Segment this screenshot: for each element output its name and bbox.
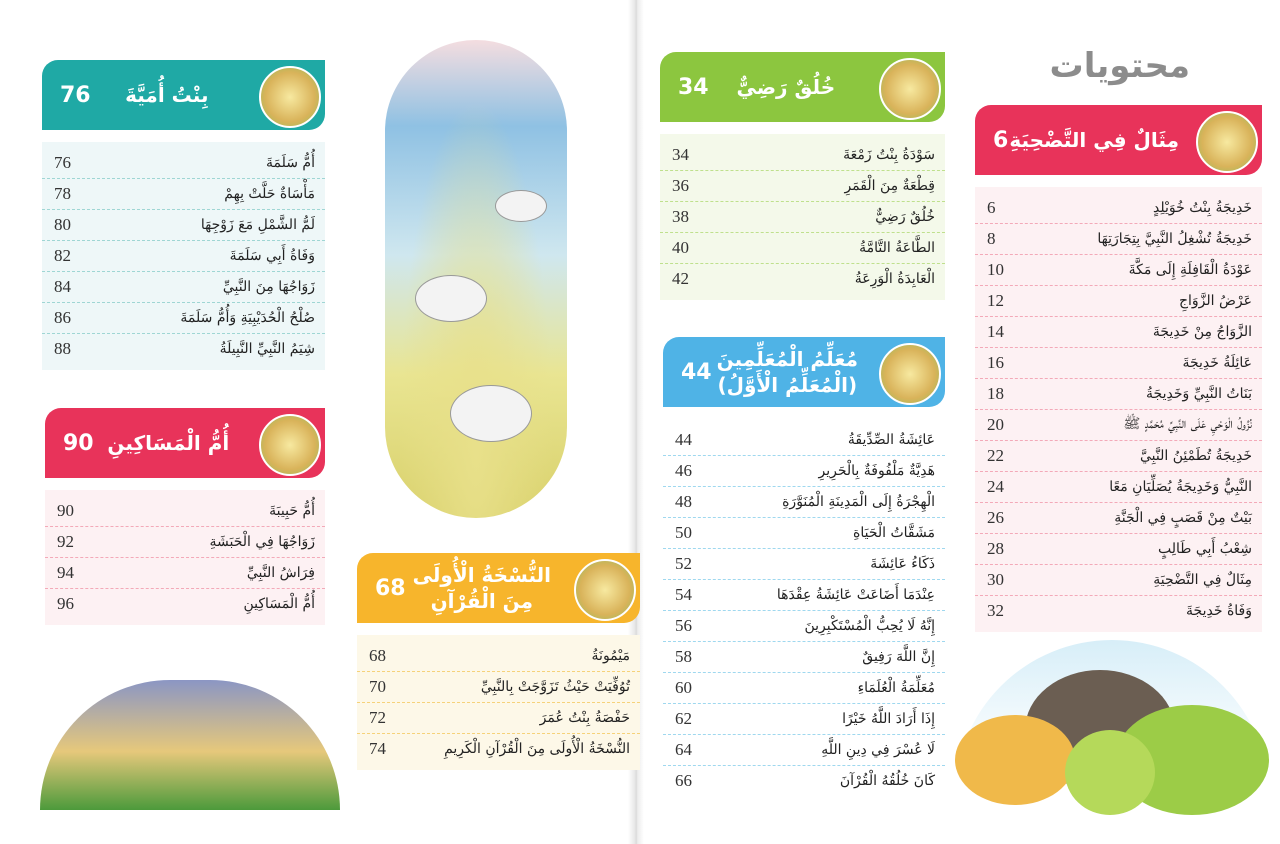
chapter-title: عَوْدَةُ الْقَافِلَةِ إِلَى مَكَّةَ — [1128, 262, 1252, 278]
chapter-row[interactable] — [660, 202, 945, 233]
section-thumbnail-image — [259, 66, 321, 128]
chapter-row[interactable] — [975, 441, 1262, 472]
toc-section-character — [660, 52, 945, 300]
chapter-list — [660, 134, 945, 300]
chapter-page-number: 26 — [987, 508, 1004, 527]
chapter-title: عَائِلَةُ خَدِيجَةَ — [1182, 355, 1252, 371]
chapter-row[interactable] — [663, 611, 945, 642]
section-page-number: 76 — [60, 82, 91, 108]
chapter-page-number: 40 — [672, 238, 689, 257]
chapter-title: زَوَاجُهَا فِي الْحَبَشَةِ — [209, 534, 315, 550]
chapter-row[interactable] — [975, 348, 1262, 379]
chapter-page-number: 52 — [675, 554, 692, 573]
section-title: أُمُّ الْمَسَاكِينِ — [107, 431, 230, 455]
chapter-list — [42, 142, 325, 370]
chapter-page-number: 22 — [987, 446, 1004, 465]
chapter-title: إِذَا أَرَادَ اللَّهُ خَيْرًا — [842, 711, 935, 727]
chapter-row[interactable] — [45, 558, 325, 589]
chapter-page-number: 94 — [57, 563, 74, 582]
chapter-title: حَفْصَةُ بِنْتُ عُمَرَ — [539, 710, 630, 726]
toc-section-sacrifice — [975, 105, 1262, 632]
section-header[interactable] — [45, 408, 325, 478]
chapter-title: زَوَاجُهَا مِنَ النَّبِيِّ — [222, 279, 315, 295]
chapter-page-number: 72 — [369, 708, 386, 727]
chapter-title: فِرَاشُ النَّبِيِّ — [246, 565, 315, 581]
chapter-row[interactable] — [663, 735, 945, 766]
chapter-row[interactable] — [42, 148, 325, 179]
chapter-page-number: 36 — [672, 176, 689, 195]
chapter-title: مِثَالٌ فِي التَّضْحِيَةِ — [1153, 572, 1252, 588]
chapter-row[interactable] — [42, 303, 325, 334]
section-page-number: 90 — [63, 430, 94, 456]
chapter-title: مَشَقَّاتُ الْحَيَاةِ — [853, 525, 935, 541]
chapter-row[interactable] — [663, 425, 945, 456]
chapter-list — [357, 635, 640, 770]
chapter-title: بَنَاتُ النَّبِيِّ وَخَدِيجَةُ — [1146, 386, 1252, 402]
chapter-page-number: 42 — [672, 269, 689, 288]
chapter-page-number: 62 — [675, 709, 692, 728]
chapter-title: وَفَاةُ خَدِيجَةَ — [1186, 603, 1252, 619]
chapter-page-number: 82 — [54, 246, 71, 265]
chapter-page-number: 56 — [675, 616, 692, 635]
chapter-row[interactable] — [975, 410, 1262, 441]
chapter-list — [45, 490, 325, 625]
section-page-number: 6 — [993, 127, 1009, 153]
chapter-page-number: 58 — [675, 647, 692, 666]
chapter-row[interactable] — [660, 140, 945, 171]
section-title: مُعَلِّمُ الْمُعَلِّمِينَ (الْمُعَلِّمُ الْأَوَّلُ) — [716, 347, 858, 397]
chapter-page-number: 6 — [987, 198, 996, 217]
toc-section-poor — [45, 408, 325, 625]
chapter-title: مُعَلِّمَةُ الْعُلَمَاءِ — [857, 680, 935, 696]
chapter-title: خَدِيجَةُ بِنْتُ خُوَيْلِدٍ — [1153, 200, 1252, 216]
chapter-title: خُلُقٌ رَضِيٌّ — [875, 209, 935, 225]
chapter-title: قِطْعَةٌ مِنَ الْقَمَرِ — [844, 178, 935, 194]
chapter-row[interactable] — [42, 179, 325, 210]
chapter-title: الزَّوَاجُ مِنْ خَدِيجَةَ — [1152, 324, 1252, 340]
chapter-row[interactable] — [663, 456, 945, 487]
chapter-title: لَمُّ الشَّمْلِ مَعَ زَوْجِهَا — [200, 217, 315, 233]
chapter-title: خَدِيجَةُ تُطَمْئِنُ النَّبِيَّ — [1140, 448, 1252, 464]
desert-illustration — [40, 680, 340, 810]
chapter-row[interactable] — [975, 379, 1262, 410]
chapter-row[interactable] — [45, 589, 325, 619]
chapter-page-number: 12 — [987, 291, 1004, 310]
chapter-title: النُّسْخَةُ الْأُولَى مِنَ الْقُرْآنِ الْكَرِيمِ — [444, 741, 630, 757]
chapter-title: أُمُّ الْمَسَاكِينِ — [243, 596, 315, 612]
chapter-page-number: 14 — [987, 322, 1004, 341]
chapter-title: سَوْدَةُ بِنْتُ زَمْعَةَ — [843, 147, 935, 163]
section-thumbnail-image — [259, 414, 321, 476]
chapter-page-number: 68 — [369, 646, 386, 665]
section-header[interactable] — [357, 553, 640, 623]
chapter-title: أُمُّ حَبِيبَةَ — [269, 503, 315, 519]
section-page-number: 68 — [375, 575, 406, 601]
chapter-page-number: 24 — [987, 477, 1004, 496]
chapter-row[interactable] — [42, 272, 325, 303]
chapter-page-number: 44 — [675, 430, 692, 449]
chapter-row[interactable] — [975, 472, 1262, 503]
section-thumbnail-image — [879, 343, 941, 405]
chapter-row[interactable] — [663, 518, 945, 549]
chapter-page-number: 70 — [369, 677, 386, 696]
chapter-title: بَيْتٌ مِنْ قَصَبٍ فِي الْجَنَّةِ — [1114, 510, 1252, 526]
chapter-row[interactable] — [975, 224, 1262, 255]
chapter-title: الْعَابِدَةُ الْوَرِعَةُ — [854, 271, 935, 287]
chapter-page-number: 88 — [54, 339, 71, 358]
village-illustration — [955, 640, 1269, 815]
chapter-page-number: 8 — [987, 229, 996, 248]
chapter-title: كَانَ خُلُقُهُ الْقُرْآنَ — [839, 773, 935, 789]
chapter-page-number: 38 — [672, 207, 689, 226]
toc-section-umayya — [42, 60, 325, 370]
chapter-row[interactable] — [975, 255, 1262, 286]
chapter-page-number: 54 — [675, 585, 692, 604]
chapter-title: النَّبِيُّ وَخَدِيجَةُ يُصَلِّيَانِ مَعًا — [1109, 479, 1252, 495]
chapter-page-number: 96 — [57, 594, 74, 613]
chapter-row[interactable] — [660, 233, 945, 264]
chapter-page-number: 66 — [675, 771, 692, 790]
chapter-page-number: 80 — [54, 215, 71, 234]
chapter-row[interactable] — [42, 334, 325, 364]
chapter-title: الْهِجْرَةُ إِلَى الْمَدِينَةِ الْمُنَوَّرَةِ — [782, 494, 935, 510]
sheep-illustration — [385, 40, 567, 518]
chapter-title: عِنْدَمَا أَضَاعَتْ عَائِشَةُ عِقْدَهَا — [776, 587, 935, 603]
chapter-title: شِعْبُ أَبِي طَالِبٍ — [1157, 541, 1252, 557]
chapter-row[interactable] — [975, 596, 1262, 626]
chapter-page-number: 10 — [987, 260, 1004, 279]
chapter-title: هَدِيَّةٌ مَلْفُوفَةٌ بِالْحَرِيرِ — [818, 463, 935, 479]
section-header[interactable] — [975, 105, 1262, 175]
chapter-row[interactable] — [663, 642, 945, 673]
section-title: مِثَالٌ فِي التَّضْحِيَةِ — [1009, 128, 1179, 152]
chapter-row[interactable] — [45, 527, 325, 558]
chapter-row[interactable] — [975, 286, 1262, 317]
section-thumbnail-image — [879, 58, 941, 120]
chapter-page-number: 92 — [57, 532, 74, 551]
section-page-number: 44 — [681, 359, 712, 385]
chapter-title: خَدِيجَةُ تُشْغِلُ النَّبِيَّ بِتِجَارَتِهَا — [1097, 231, 1252, 247]
chapter-page-number: 50 — [675, 523, 692, 542]
chapter-page-number: 78 — [54, 184, 71, 203]
chapter-page-number: 64 — [675, 740, 692, 759]
chapter-row[interactable] — [975, 193, 1262, 224]
chapter-page-number: 16 — [987, 353, 1004, 372]
chapter-row[interactable] — [357, 703, 640, 734]
chapter-page-number: 86 — [54, 308, 71, 327]
chapter-row[interactable] — [663, 580, 945, 611]
chapter-row[interactable] — [663, 673, 945, 704]
chapter-page-number: 32 — [987, 601, 1004, 620]
chapter-title: إِنَّهُ لَا يُحِبُّ الْمُسْتَكْبِرِينَ — [804, 618, 935, 634]
chapter-title: إِنَّ اللَّهَ رَفِيقٌ — [862, 649, 935, 665]
chapter-page-number: 34 — [672, 145, 689, 164]
chapter-row[interactable] — [42, 210, 325, 241]
chapter-title: أُمُّ سَلَمَةَ — [266, 155, 315, 171]
chapter-title: تُوُفِّيَتْ حَيْثُ تَزَوَّجَتْ بِالنَّبِيِّ — [480, 679, 630, 695]
chapter-row[interactable] — [42, 241, 325, 272]
chapter-list — [663, 419, 945, 802]
chapter-row[interactable] — [663, 549, 945, 580]
section-header[interactable] — [42, 60, 325, 130]
chapter-row[interactable] — [975, 317, 1262, 348]
chapter-title: مَيْمُونَةُ — [591, 648, 630, 664]
section-page-number: 34 — [678, 74, 709, 100]
chapter-row[interactable] — [660, 171, 945, 202]
section-title: النُّسْخَةُ الْأُولَى مِنَ الْقُرْآنِ — [412, 563, 551, 613]
chapter-title: عَرْضُ الزَّوَاجِ — [1178, 293, 1252, 309]
section-thumbnail-image — [1196, 111, 1258, 173]
chapter-page-number: 46 — [675, 461, 692, 480]
toc-section-quran — [357, 553, 640, 770]
chapter-page-number: 76 — [54, 153, 71, 172]
chapter-page-number: 90 — [57, 501, 74, 520]
section-thumbnail-image — [574, 559, 636, 621]
chapter-page-number: 28 — [987, 539, 1004, 558]
section-title: خُلُقٌ رَضِيٌّ — [736, 75, 836, 99]
chapter-page-number: 74 — [369, 739, 386, 758]
chapter-title: صُلْحُ الْحُدَيْبِيَةِ وَأُمُّ سَلَمَةَ — [180, 310, 315, 326]
chapter-row[interactable] — [357, 672, 640, 703]
page-title: محتويات — [1049, 46, 1190, 86]
section-header[interactable] — [663, 337, 945, 407]
chapter-page-number: 30 — [987, 570, 1004, 589]
toc-section-teacher — [663, 337, 945, 802]
chapter-row[interactable] — [975, 565, 1262, 596]
chapter-row[interactable] — [663, 766, 945, 796]
chapter-row[interactable] — [975, 503, 1262, 534]
chapter-title: الطَّاعَةُ التَّامَّةُ — [859, 240, 935, 256]
chapter-row[interactable] — [660, 264, 945, 294]
chapter-page-number: 18 — [987, 384, 1004, 403]
chapter-title: ذَكَاءُ عَائِشَةَ — [870, 556, 935, 572]
chapter-title: عَائِشَةُ الصِّدِّيقَةُ — [847, 432, 935, 448]
chapter-title: مَأْسَاةٌ حَلَّتْ بِهِمْ — [224, 186, 315, 202]
chapter-page-number: 84 — [54, 277, 71, 296]
chapter-row[interactable] — [663, 487, 945, 518]
chapter-page-number: 48 — [675, 492, 692, 511]
chapter-row[interactable] — [45, 496, 325, 527]
chapter-page-number: 20 — [987, 415, 1004, 434]
chapter-row[interactable] — [975, 534, 1262, 565]
chapter-title: وَفَاةُ أَبِي سَلَمَةَ — [229, 248, 315, 264]
section-title: بِنْتُ أُمَيَّةَ — [125, 83, 209, 107]
chapter-row[interactable] — [357, 641, 640, 672]
chapter-title: لَا عُسْرَ فِي دِينِ اللَّهِ — [821, 742, 935, 758]
chapter-page-number: 60 — [675, 678, 692, 697]
chapter-title: شِيَمُ النَّبِيِّ النَّبِيلَةُ — [219, 341, 315, 357]
section-header[interactable] — [660, 52, 945, 122]
chapter-list — [975, 187, 1262, 632]
chapter-title: نُزُولُ الْوَحْيِ عَلَى النَّبِيِّ مُحَمَّدٍ ﷺ — [1123, 416, 1252, 432]
chapter-row[interactable] — [357, 734, 640, 764]
chapter-row[interactable] — [663, 704, 945, 735]
